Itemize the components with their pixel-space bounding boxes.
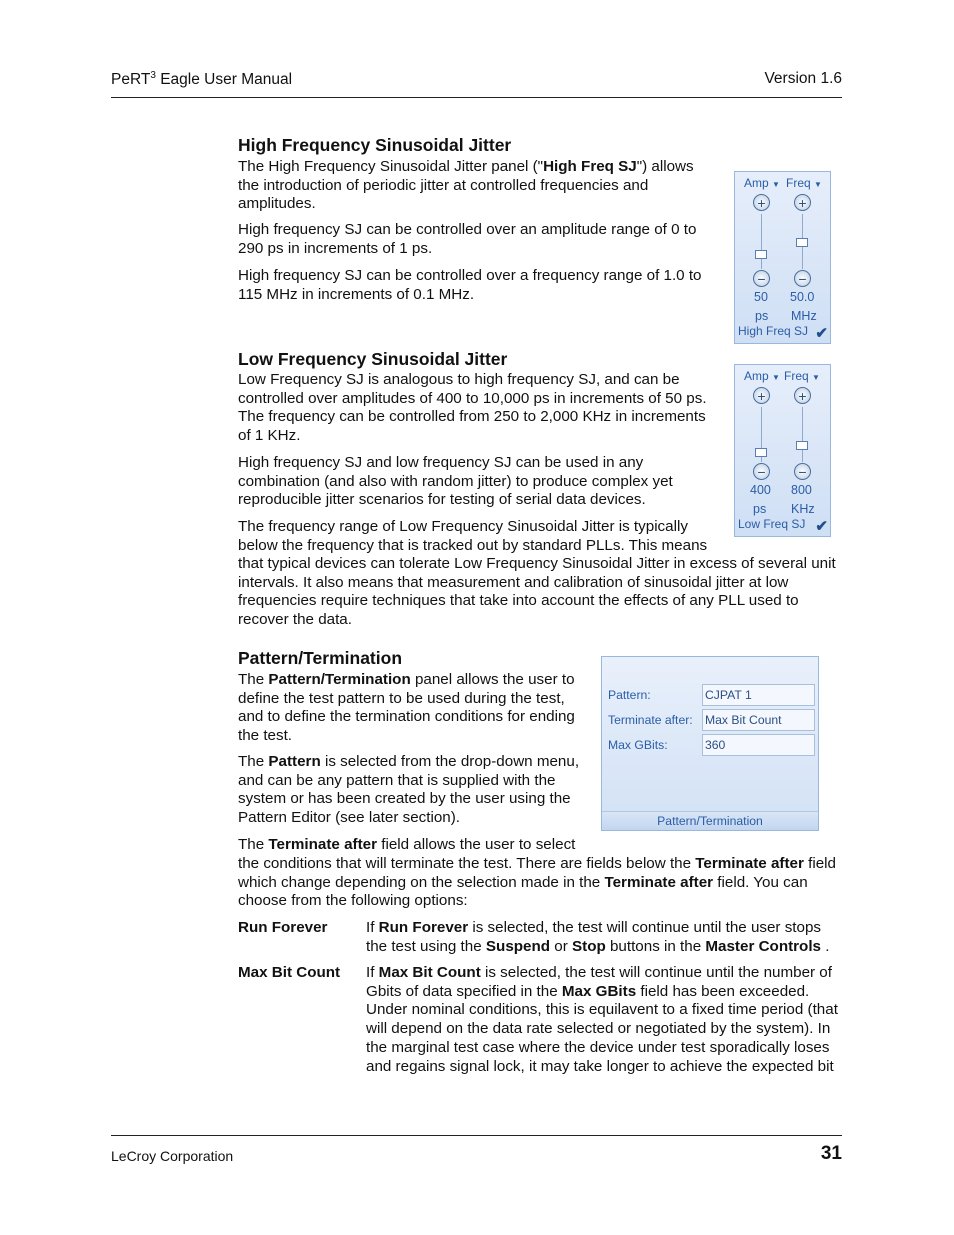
amp-label: Amp bbox=[744, 369, 769, 383]
amp-slider-thumb[interactable] bbox=[755, 448, 767, 457]
freq-decrease-button[interactable]: − bbox=[794, 270, 811, 287]
pt-paragraph-1 bbox=[238, 671, 584, 746]
run-text-2: is selected, the test will continue until the user stops the test using the bbox=[366, 919, 822, 955]
hf-paragraph-1 bbox=[238, 158, 718, 214]
max-text-2: is selected, the test will continue until the number of Gbits of data specified in the bbox=[366, 964, 832, 1000]
run-bold: Run Forever bbox=[378, 919, 469, 936]
low-freq-sj-panel bbox=[734, 364, 831, 537]
checkmark-icon[interactable]: ✔ bbox=[815, 518, 828, 535]
amp-increase-button[interactable]: + bbox=[753, 387, 770, 404]
title-text: PeRT bbox=[111, 71, 151, 89]
max-bit-count-definition bbox=[366, 964, 842, 1076]
amp-unit: ps bbox=[755, 309, 769, 323]
run-bold-suspend: Suspend bbox=[485, 937, 551, 955]
header-divider bbox=[111, 97, 842, 98]
amp-decrease-button[interactable]: − bbox=[753, 270, 770, 287]
pt-p4-text: the conditions that will terminate the test. There are fields below the bbox=[238, 855, 696, 872]
hf-p1-bold: High Freq SJ bbox=[543, 158, 637, 175]
pt-p2-text-rest: is selected from the drop-down menu, and can be any pattern that is supplied with the system or has been created by the user using the Pattern Editor (see later section). bbox=[238, 753, 580, 827]
pattern-termination-panel bbox=[601, 656, 819, 831]
pt-p4-bold: Terminate after bbox=[695, 855, 804, 872]
hf-heading: High Frequency Sinusoidal Jitter bbox=[238, 135, 512, 155]
chevron-down-icon: ▼ bbox=[772, 373, 780, 382]
hf-p1-text: The High Frequency Sinusoidal Jitter panel (" bbox=[238, 158, 544, 175]
footer-company: LeCroy Corporation bbox=[111, 1148, 234, 1164]
freq-dropdown[interactable] bbox=[784, 369, 820, 383]
freq-unit: MHz bbox=[791, 309, 817, 323]
terminate-after-label: Terminate after: bbox=[608, 713, 693, 727]
max-bold: Max Bit Count bbox=[378, 964, 481, 981]
freq-slider-track[interactable] bbox=[802, 407, 803, 462]
panel-footer: Pattern/Termination bbox=[602, 811, 818, 830]
hf-p1-text-rest: ") allows the introduction of periodic jitter at controlled frequencies and amplitudes. bbox=[238, 158, 694, 213]
amp-dropdown[interactable] bbox=[744, 176, 780, 190]
amp-value: 50 bbox=[754, 290, 768, 304]
lf-paragraph-3b: that typical devices can tolerate Low Frequency Sinusoidal Jitter in excess of several unit intervals. It also means that measurement and calibration of sinusoidal jitter at low frequencies require techniques that take into account the effects of any PLL used to recover the data. bbox=[238, 555, 836, 629]
panel-label: Low Freq SJ bbox=[738, 517, 806, 531]
pt-paragraph-3 bbox=[238, 836, 584, 855]
hf-paragraph-2: High frequency SJ can be controlled over an amplitude range of 0 to 290 ps in increments of 1 ps. bbox=[238, 221, 697, 257]
pt-paragraph-4 bbox=[238, 855, 842, 911]
pt-p3-bold: Terminate after bbox=[268, 836, 377, 853]
header-title bbox=[111, 70, 292, 89]
max-bold-gbits: Max GBits bbox=[561, 982, 637, 1000]
terminate-after-select[interactable]: Max Bit Count bbox=[702, 709, 815, 731]
amp-slider-thumb[interactable] bbox=[755, 250, 767, 259]
pt-paragraph-2 bbox=[238, 753, 584, 828]
title-text-rest: Eagle User Manual bbox=[155, 71, 293, 89]
high-freq-sj-panel bbox=[734, 171, 831, 344]
pt-p2-bold: Pattern bbox=[268, 753, 321, 770]
header-version: Version 1.6 bbox=[764, 70, 842, 87]
freq-label: Freq bbox=[784, 369, 809, 383]
max-text-3: field has been exceeded. Under nominal conditions, this is equilavent to a fixed time period (that will depend on the data rate selected or negotiated by the system). In the marginal test case where the device under test sporadically loses and regains signal lock, it may take longer to achieve the expected bit bbox=[366, 982, 838, 1075]
chevron-down-icon: ▼ bbox=[814, 180, 822, 189]
run-forever-term: Run Forever bbox=[238, 919, 328, 936]
amp-label: Amp bbox=[744, 176, 769, 190]
pt-p2-text: The bbox=[238, 753, 269, 770]
amp-decrease-button[interactable]: − bbox=[753, 463, 770, 480]
chevron-down-icon: ▼ bbox=[772, 180, 780, 189]
lf-paragraph-3a: The frequency range of Low Frequency Sinusoidal Jitter is typically below the frequency that is tracked out by standard PLLs. This means bbox=[238, 518, 708, 554]
pt-p3-text: The bbox=[238, 836, 269, 853]
freq-dropdown[interactable] bbox=[786, 176, 822, 190]
freq-unit: KHz bbox=[791, 502, 815, 516]
pt-p1-text: The bbox=[238, 671, 269, 688]
pt-p3-text-rest: field allows the user to select bbox=[377, 836, 576, 853]
footer-divider bbox=[111, 1135, 842, 1136]
panel-label: High Freq SJ bbox=[738, 324, 809, 338]
freq-label: Freq bbox=[786, 176, 811, 190]
run-text: If bbox=[366, 919, 379, 936]
chevron-down-icon: ▼ bbox=[812, 373, 820, 382]
run-bold-master: Master Controls bbox=[705, 937, 822, 955]
amp-slider-track[interactable] bbox=[761, 214, 762, 269]
lf-paragraph-1: Low Frequency SJ is analogous to high frequency SJ, and can be controlled over amplitudes of 400 to 10,000 ps in increments of 50 ps. The frequency can be controlled from 250 to 2,000 KHz in increments of 1 KHz. bbox=[238, 371, 707, 445]
pt-p1-bold: Pattern/Termination bbox=[268, 671, 411, 688]
freq-decrease-button[interactable]: − bbox=[794, 463, 811, 480]
freq-value: 50.0 bbox=[790, 290, 815, 304]
pt-p4-text-2: field which change depending on the selection made in the bbox=[238, 855, 836, 891]
page-number: 31 bbox=[820, 1143, 842, 1164]
run-text-4: buttons in the bbox=[605, 937, 706, 955]
pt-p4-text-3: field. You can choose from the following options: bbox=[238, 873, 808, 910]
checkmark-icon[interactable]: ✔ bbox=[815, 325, 828, 342]
pattern-select[interactable]: CJPAT 1 bbox=[702, 684, 815, 706]
amp-value: 400 bbox=[750, 483, 771, 497]
max-gbits-label: Max GBits: bbox=[608, 738, 668, 752]
pt-p1-text-rest: panel allows the user to define the test pattern to be used during the test, and to define the termination conditions for ending the test. bbox=[238, 671, 575, 745]
run-forever-definition bbox=[366, 919, 842, 956]
run-text-3: or bbox=[550, 937, 572, 955]
freq-increase-button[interactable]: + bbox=[794, 387, 811, 404]
pt-heading: Pattern/Termination bbox=[238, 648, 403, 668]
hf-paragraph-3: High frequency SJ can be controlled over a frequency range of 1.0 to 115 MHz in increments of 0.1 MHz. bbox=[238, 267, 702, 303]
freq-value: 800 bbox=[791, 483, 812, 497]
pt-p4-bold-2: Terminate after bbox=[604, 873, 714, 891]
run-bold-stop: Stop bbox=[572, 937, 606, 955]
max-text: If bbox=[366, 964, 379, 981]
freq-increase-button[interactable]: + bbox=[794, 194, 811, 211]
max-bit-count-term: Max Bit Count bbox=[238, 964, 341, 981]
lf-heading: Low Frequency Sinusoidal Jitter bbox=[238, 349, 508, 369]
run-text-5: . bbox=[821, 937, 830, 955]
amp-increase-button[interactable]: + bbox=[753, 194, 770, 211]
max-gbits-input[interactable]: 360 bbox=[702, 734, 815, 756]
title-superscript: 3 bbox=[150, 70, 156, 81]
freq-slider-thumb[interactable] bbox=[796, 238, 808, 247]
lf-paragraph-2: High frequency SJ and low frequency SJ can be used in any combination (and also with random jitter) to produce complex yet reproducible jitter scenarios for testing of serial data devices. bbox=[238, 454, 673, 509]
amp-unit: ps bbox=[753, 502, 767, 516]
amp-dropdown[interactable] bbox=[744, 369, 780, 383]
pattern-label: Pattern: bbox=[608, 688, 651, 702]
freq-slider-thumb[interactable] bbox=[796, 441, 808, 450]
